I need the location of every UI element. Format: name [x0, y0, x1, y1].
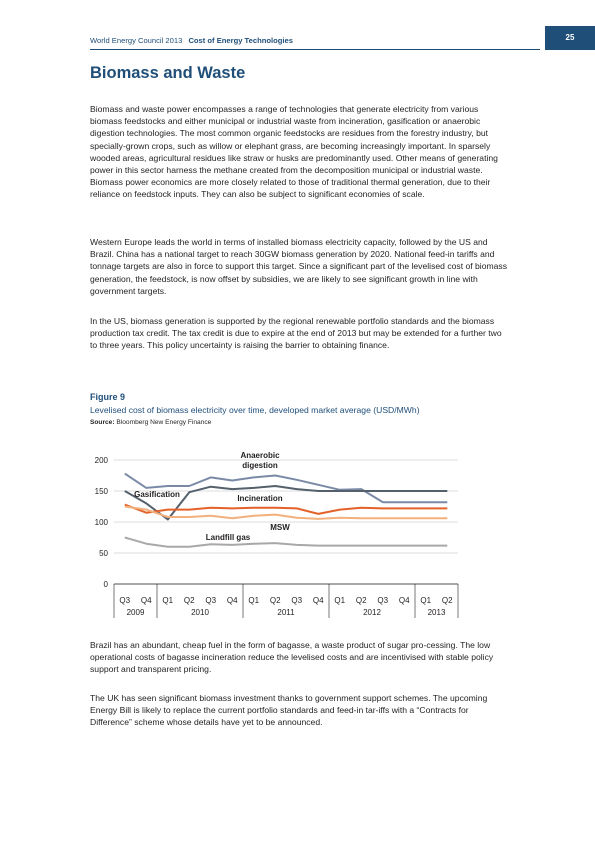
figure-source [90, 419, 211, 426]
x-tick-label: Q3 [119, 596, 131, 605]
y-tick-label: 50 [99, 549, 108, 558]
page-title: Biomass and Waste [90, 64, 246, 82]
paragraph-western-europe: Western Europe leads the world in terms of installed biomass electricity capacity, followed by the US and Brazil. China has a national target to reach 30GW biomass generation by 2020. National feed-in tariffs and tonnage targets are also in force to support this target. Since a significant part of the levelised cost of biomass generation, the feedstock, is now offset by subsidies, we are likely to see significant growth in line with government targets. [90, 237, 508, 296]
y-tick-label: 150 [94, 487, 108, 496]
x-tick-label: Q3 [377, 596, 389, 605]
figure-source-label: Source: [90, 419, 115, 426]
x-tick-label: Q1 [334, 596, 346, 605]
y-tick-label: 100 [94, 518, 108, 527]
x-tick-label: Q4 [226, 596, 238, 605]
y-tick-label: 200 [94, 456, 108, 465]
x-tick-label: Q4 [312, 596, 324, 605]
x-tick-label: Q2 [441, 596, 453, 605]
y-tick-label: 0 [103, 580, 108, 589]
series-label: Gasification [134, 490, 180, 499]
x-tick-label: Q2 [269, 596, 281, 605]
year-label: 2010 [191, 608, 209, 617]
biomass-cost-chart [80, 448, 480, 626]
x-tick-label: Q1 [420, 596, 432, 605]
year-label: 2011 [277, 608, 295, 617]
year-label: 2009 [126, 608, 145, 617]
series-label: digestion [242, 461, 278, 470]
figure-label: Figure 9 [90, 392, 126, 402]
series-label: MSW [270, 523, 290, 532]
figure-source-text: Bloomberg New Energy Finance [116, 419, 212, 426]
x-tick-label: Q3 [205, 596, 217, 605]
running-header [90, 36, 540, 50]
series-label: Landfill gas [205, 533, 251, 542]
paragraph-uk: The UK has seen significant biomass investment thanks to government support schemes. The upcoming Energy Bill is likely to replace the current portfolio standards and feed-in tar-iffs with a “Contracts for Difference” scheme whose details have yet to be announced. [90, 693, 488, 728]
header-section: Cost of Energy Technologies [188, 36, 293, 45]
year-label: 2013 [427, 608, 446, 617]
figure-title: Levelised cost of biomass electricity over time, developed market average (USD/MWh) [90, 405, 420, 415]
paragraph-intro: Biomass and waste power encompasses a range of technologies that generate electricity from various biomass feedstocks and either municipal or industrial waste from incineration, gasification or anaerobic digestion technologies. The most common organic feedstocks are residues from the forestry industry, but specially-grown crops, such as willow or elephant grass, are becoming increasingly important. In sparsely wooded areas, agricultural residues like straw or husks are predominantly used. Other means of generating power in this sector harness the methane created from the decomposition municipal or industrial waste. Biomass power economics are more closely related to those of traditional thermal generation, due to their reliance on feedstock inputs. They can also be subject to significant economies of scale. [90, 104, 498, 200]
series-line [125, 538, 448, 547]
paragraph-brazil: Brazil has an abundant, cheap fuel in the form of bagasse, a waste product of sugar pro-cessing. The low operational costs of bagasse incineration reduce the levelised costs and are incentivised with stable policy support and transparent pricing. [90, 640, 494, 675]
x-tick-label: Q1 [162, 596, 174, 605]
x-tick-label: Q3 [291, 596, 303, 605]
x-tick-label: Q4 [140, 596, 152, 605]
paragraph-us: In the US, biomass generation is supported by the regional renewable portfolio standards and the biomass production tax credit. The tax credit is due to expire at the end of 2013 but may be extended for a further two to three years. This policy uncertainty is raising the barrier to obtaining finance. [90, 316, 502, 351]
year-label: 2012 [363, 608, 381, 617]
x-tick-label: Q2 [183, 596, 195, 605]
page-number: 25 [545, 26, 595, 50]
series-label: Anaerobic [240, 451, 280, 460]
x-tick-label: Q2 [355, 596, 367, 605]
series-label: Incineration [237, 494, 283, 503]
header-org: World Energy Council 2013 [90, 36, 183, 45]
x-tick-label: Q1 [248, 596, 260, 605]
x-tick-label: Q4 [398, 596, 410, 605]
